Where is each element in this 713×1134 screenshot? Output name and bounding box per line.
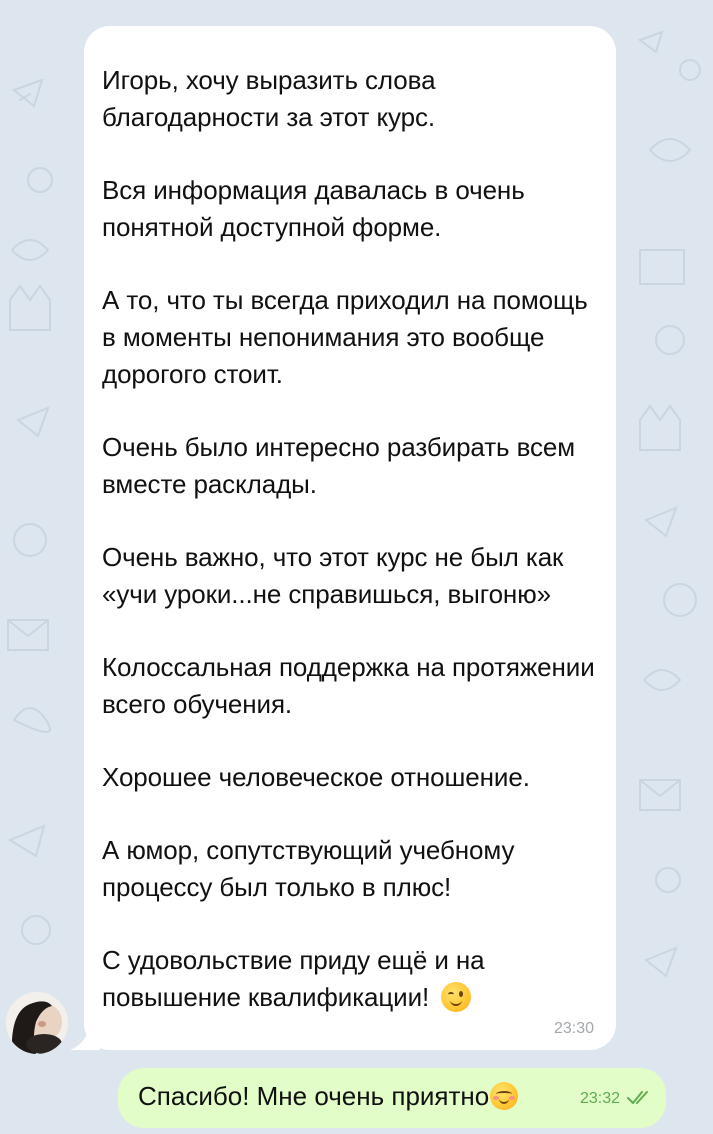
outgoing-message-bubble[interactable] [118, 1068, 666, 1128]
outgoing-message-label: Спасибо! Мне очень приятно [138, 1081, 490, 1111]
winking-face-icon [441, 982, 471, 1012]
incoming-message-text [102, 62, 602, 1016]
message-paragraph: Очень было интересно разбирать всем вместе расклады. [102, 432, 576, 499]
message-paragraph: А юмор, сопутствующий учебному процессу был только в плюс! [102, 835, 515, 902]
message-paragraph: Вся информация давалась в очень понятной доступной форме. [102, 175, 525, 242]
outgoing-message-text [138, 1081, 518, 1112]
message-paragraph-last [102, 942, 602, 1016]
message-paragraph: Очень важно, что этот курс не был как «учи уроки...не справишься, выгоню» [102, 542, 564, 609]
sender-avatar[interactable] [6, 992, 68, 1054]
incoming-message-time: 23:30 [553, 1020, 594, 1037]
outgoing-message-time: 23:32 [580, 1090, 621, 1107]
avatar-photo [6, 992, 68, 1054]
smiling-face-icon [490, 1082, 518, 1110]
message-paragraph: А то, что ты всегда приходил на помощь в моменты непонимания это вообще дорогого стоит. [102, 285, 588, 389]
message-paragraph: Колоссальная поддержка на протяжении всего обучения. [102, 652, 595, 719]
bubble-tail-icon [70, 1024, 100, 1050]
message-paragraph: Игорь, хочу выразить слова благодарности за этот курс. [102, 65, 436, 132]
message-paragraph-text: С удовольствие приду ещё и на повышение квалификации! [102, 945, 485, 1012]
incoming-message-bubble[interactable] [84, 26, 616, 1050]
double-check-icon [626, 1088, 652, 1106]
message-paragraph: Хорошее человеческое отношение. [102, 762, 530, 792]
